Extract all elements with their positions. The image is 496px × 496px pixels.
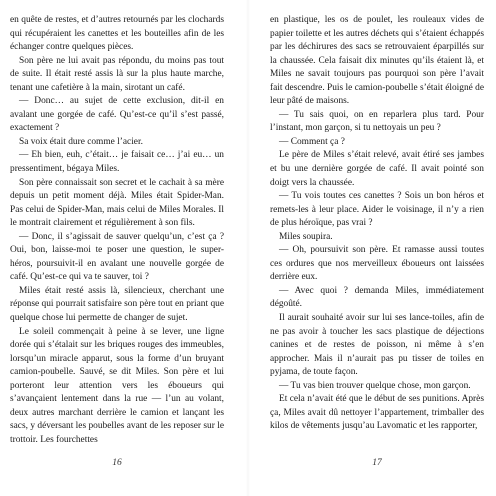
- paragraph: Sa voix était dure comme l’acier.: [19, 136, 143, 147]
- paragraph: — Tu sais quoi, on en reparlera plus tard. Pour l’instant, mon garçon, si tu nettoyais un peu ?: [270, 109, 484, 134]
- paragraph: — Tu vas bien trouver quelque chose, mon garçon.: [279, 380, 471, 391]
- paragraph: Miles était resté assis là, silencieux, cherchant une réponse qui pourrait satisfaire son père tout en priant que quelque chose lui permette de changer de sujet.: [10, 285, 224, 324]
- paragraph: en quête de restes, et d’autres retournés par les clochards qui récupéraient les canettes et les bouteilles afin de les échanger contre quelques pièces.: [10, 15, 224, 53]
- gutter: [246, 0, 250, 496]
- paragraph: — Comment ça ?: [279, 136, 345, 147]
- page-number-right: 17: [372, 458, 382, 468]
- right-page: [270, 14, 484, 444]
- paragraph: — Donc, il s’agissait de sauver quelqu’un, c’est ça ? Oui, bon, laisse-moi te poser une question, le super-héros, poursuivit-il en avalant une nouvelle gorgée de café. Qu’est-ce qui va te sauver, toi ?: [10, 231, 224, 283]
- paragraph: — Donc… au sujet de cette exclusion, dit-il en avalant une gorgée de café. Qu’est-ce qu’il s’est passé, exactement ?: [10, 96, 224, 134]
- paragraph: Et cela n’avait été que le début de ses punitions. Après ça, Miles avait dû nettoyer l’appartement, trimballer des kilos de vêtements jusqu’au Lavomatic et les rapporter,: [270, 394, 484, 432]
- paragraph: Son père connaissait son secret et le cachait à sa mère depuis un petit moment déjà. Miles était Spider-Man. Pas celui de Spider-Man, mais celui de Miles Morales. Il le montrait clairement et régulièrement à son fils.: [10, 177, 224, 229]
- paragraph: — Avec quoi ? demanda Miles, immédiatement dégoûté.: [270, 285, 484, 310]
- paragraph: Miles soupira.: [279, 231, 333, 242]
- left-page: [10, 14, 224, 444]
- paragraph: en plastique, les os de poulet, les rouleaux vides de papier toilette et les autres déchets qui s’étaient échappés par les déchirures des sacs se retrouvaient éparpillés sur la chaussée. Cela faisait dix minutes qu’ils étaient là, et Miles ne savait toujours pas pourquoi son père l’avait fait descendre. Puis le camion-poubelle s’était éloigné de leur pâté de maisons.: [270, 15, 484, 107]
- page-number-left: 16: [112, 458, 122, 468]
- paragraph: — Eh bien, euh, c’était… je faisait ce… j’ai eu… un pressentiment, bégaya Miles.: [10, 150, 224, 175]
- paragraph: Il aurait souhaité avoir sur lui ses lance-toiles, afin de ne pas avoir à toucher les sacs plastique de déjections canines et de restes de poisson, ni même à s’en approcher. Mais il n’aurait pas pu tisser de toiles en pyjama, de toute façon.: [270, 313, 484, 378]
- paragraph: Le père de Miles s’était relevé, avait étiré ses jambes et bu une dernière gorgée de café. Il avait pointé son doigt vers la chaussée.: [270, 150, 484, 188]
- paragraph: — Oh, poursuivit son père. Et ramasse aussi toutes ces ordures que nos merveilleux éboueurs ont laissées derrière eux.: [270, 245, 484, 283]
- paragraph: — Tu vois toutes ces canettes ? Sois un bon héros et remets-les à leur place. Aider le voisinage, il n’y a rien de plus héroïque, pas vrai ?: [270, 191, 484, 229]
- paragraph: Le soleil commençait à peine à se lever, une ligne dorée qui s’étalait sur les briques rouges des immeubles, lorsqu’un miracle apparut, sous la forme d’un bruyant camion-poubelle. Sauvé, se dit Miles. Son père et lui porteront leur attention vers les éboueurs qui s’avançaient lentement dans la rue — l’un au volant, deux autres marchant derrière le camion et lançant les sacs, y déversant les poubelles avant de les reposer sur le trottoir. Les fourchettes: [10, 326, 224, 445]
- paragraph: Son père ne lui avait pas répondu, du moins pas tout de suite. Il était resté assis là sur la plus haute marche, tenant une cafetière à la main, sirotant un café.: [10, 55, 224, 93]
